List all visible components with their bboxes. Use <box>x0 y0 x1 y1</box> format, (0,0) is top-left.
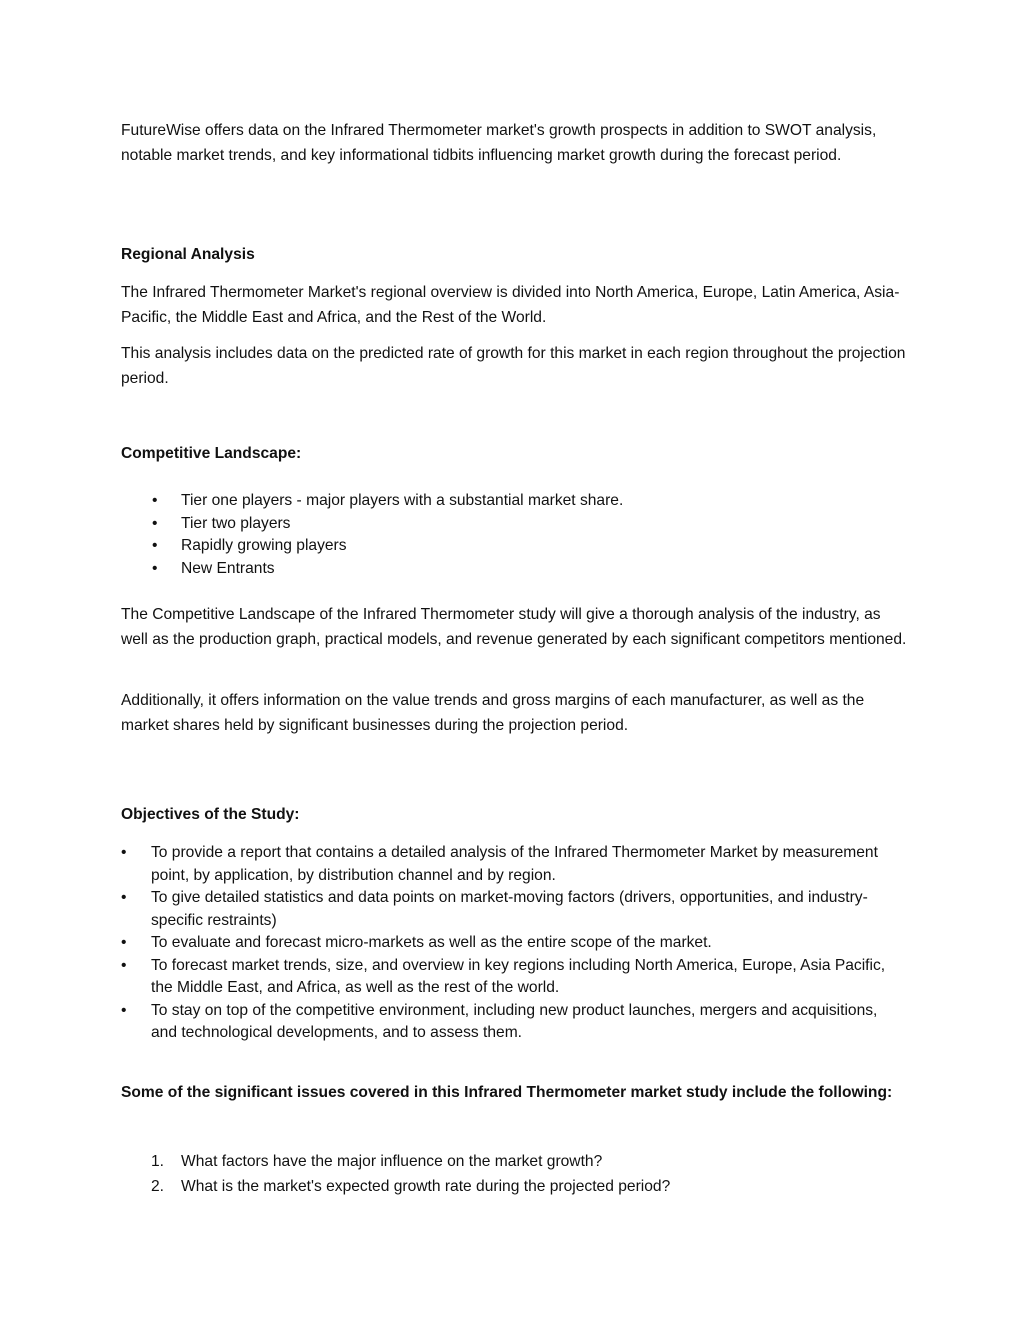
competitive-landscape-heading: Competitive Landscape: <box>121 445 302 462</box>
list-number: 1. <box>151 1153 165 1170</box>
issues-heading: Some of the significant issues covered in this Infrared Thermometer market study include the following: <box>121 1084 893 1101</box>
list-item: • To provide a report that contains a detailed analysis of the Infrared Thermometer Market by measurement point, by application, by distribution channel and by region. <box>121 844 878 884</box>
bullet-icon: • <box>121 889 127 906</box>
intro-paragraph: FutureWise offers data on the Infrared Thermometer market's growth prospects in addition to SWOT analysis, notable market trends, and key informational tidbits influencing market growth during the forecast period. <box>121 122 877 164</box>
list-item: • To give detailed statistics and data points on market-moving factors (drivers, opportunities, and industry-specific restraints) <box>121 889 868 929</box>
regional-paragraph-1: The Infrared Thermometer Market's regional overview is divided into North America, Europe, Latin America, Asia-Pacific, the Middle East and Africa, and the Rest of the World. <box>121 284 900 326</box>
list-item: • Rapidly growing players <box>121 535 901 558</box>
competitive-paragraph-2: Additionally, it offers information on the value trends and gross margins of each manufacturer, as well as the market shares held by significant businesses during the projection period. <box>121 692 865 734</box>
list-item: • Tier one players - major players with a substantial market share. <box>121 490 901 513</box>
objectives-heading: Objectives of the Study: <box>121 806 300 823</box>
list-item: • New Entrants <box>121 558 901 581</box>
bullet-icon: • <box>121 956 127 974</box>
bullet-icon: • <box>152 492 158 509</box>
list-item: 2. What is the market's expected growth rate during the projected period? <box>121 1175 901 1200</box>
bullet-icon: • <box>121 844 127 861</box>
list-item: • To forecast market trends, size, and overview in key regions including North America, Europe, Asia Pacific, the Middle East, and Africa, as well as the rest of the world. <box>121 956 886 996</box>
regional-analysis-heading: Regional Analysis <box>121 246 255 263</box>
list-item: • Tier two players <box>121 513 901 536</box>
bullet-icon: • <box>152 560 158 578</box>
list-item: • To stay on top of the competitive environment, including new product launches, mergers and acquisitions, and technological developments, and to assess them. <box>121 1001 878 1041</box>
bullet-icon: • <box>121 1001 127 1019</box>
competitive-bullet-list <box>121 490 901 581</box>
bullet-icon: • <box>152 537 158 555</box>
list-item: • To evaluate and forecast micro-markets as well as the entire scope of the market. <box>121 932 901 955</box>
list-number: 2. <box>151 1177 165 1195</box>
objectives-list <box>121 842 901 1045</box>
regional-paragraph-2: This analysis includes data on the predicted rate of growth for this market in each region throughout the projection period. <box>121 345 906 387</box>
list-item: 1. What factors have the major influence on the market growth? <box>121 1150 901 1175</box>
issues-numbered-list <box>121 1150 901 1199</box>
bullet-icon: • <box>121 934 127 951</box>
competitive-paragraph-1: The Competitive Landscape of the Infrared Thermometer study will give a thorough analysis of the industry, as well as the production graph, practical models, and revenue generated by each significant competitors mentioned. <box>121 606 907 648</box>
bullet-icon: • <box>152 514 158 532</box>
